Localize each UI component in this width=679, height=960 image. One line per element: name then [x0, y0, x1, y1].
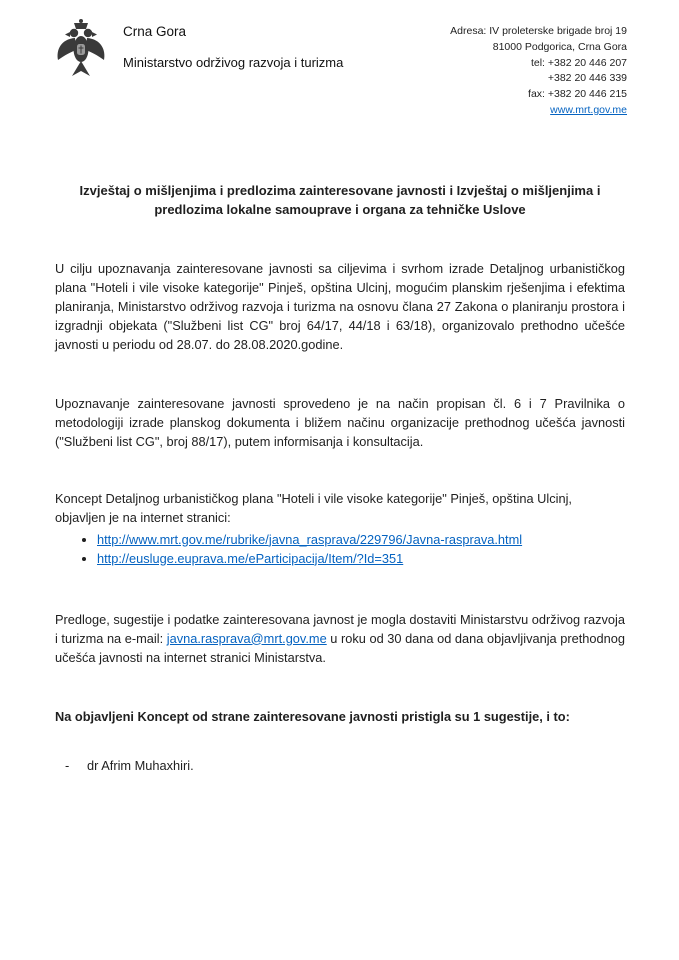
coat-of-arms-icon	[55, 18, 107, 80]
ministry-name: Ministarstvo održivog razvoja i turizma	[123, 55, 344, 70]
submission-text-before-email: Predloge, sugestije i podatke zainteresovana javnost je mogla dostaviti Ministarstvu održivog razvoja i turizma na e-mail:	[55, 611, 625, 646]
paragraph-suggestions-received: Na objavljeni Koncept od strane zainteresovane javnosti pristigla su 1 sugestije, i to:	[55, 708, 570, 724]
address-line-2: 81000 Podgorica, Crna Gora	[492, 40, 627, 53]
list-item	[97, 530, 625, 549]
submission-text-after-email: u roku od 30 dana od dana objavljivanja prethodnog učešća javnosti na internet stranici Ministarstva.	[55, 630, 625, 665]
fax-line: fax: +382 20 446 215	[528, 88, 627, 100]
paragraph-intro: U cilju upoznavanja zainteresovane javnosti sa ciljevima i svrhom izrade Detaljnog urbanističkog plana "Hoteli i vile visoke kategorije" Pinješ, opština Ulcinj, mogućim planskim rješenjima i efektima planiranja, Ministarstvo održivog razvoja i turizma na osnovu člana 27 Zakona o planiranju prostora i izgradnji objekata ("Službeni list CG" broj 64/17, 44/18 i 63/18), organizovalo prethodno učešće javnosti u periodu od 28.07. do 28.08.2020.godine.	[55, 260, 625, 352]
ministry-website-link[interactable]: www.mrt.gov.me	[550, 103, 627, 116]
document-title: Izvještaj o mišljenjima i predlozima zainteresovane javnosti i Izvještaj o mišljenjima i predlozima lokalne samouprave i organa za tehničke Uslove	[79, 182, 601, 217]
paragraph-procedure: Upoznavanje zainteresovane javnosti sprovedeno je na način propisan čl. 6 i 7 Pravilnika o metodologiji izrade planskog dokumenta i bližem načinu organizacije prethodnog učešća javnosti ("Službeni list CG", broj 88/17), putem informisanja i konsultacija.	[55, 395, 625, 449]
publication-link-list	[55, 530, 625, 568]
suggestion-author: dr Afrim Muhaxhiri.	[87, 757, 194, 773]
letterhead	[0, 0, 679, 119]
country-name: Crna Gora	[123, 24, 187, 39]
suggestion-list-item	[55, 756, 625, 775]
letterhead-left	[55, 18, 343, 80]
address-line-1: Adresa: IV proleterske brigade broj 19	[450, 25, 627, 37]
contact-block	[450, 18, 627, 119]
phone-line-1: tel: +382 20 446 207	[530, 56, 627, 69]
public-debate-link[interactable]: http://www.mrt.gov.me/rubrike/javna_rasprava/229796/Javna-rasprava.html	[97, 531, 523, 547]
paragraph-submission	[55, 610, 625, 667]
eparticipation-link[interactable]: http://eusluge.euprava.me/eParticipacija/Item/?Id=351	[97, 550, 404, 566]
rasprava-email-link[interactable]: javna.rasprava@mrt.gov.me	[166, 630, 327, 646]
list-dash-marker: -	[65, 757, 70, 773]
list-item	[97, 549, 625, 568]
organization-names	[123, 18, 343, 70]
phone-line-2: +382 20 446 339	[547, 72, 627, 85]
paragraph-publication: Koncept Detaljnog urbanističkog plana "Hoteli i vile visoke kategorije" Pinješ, opština Ulcinj, objavljen je na internet stranici:	[55, 490, 572, 525]
document-body	[0, 181, 679, 775]
